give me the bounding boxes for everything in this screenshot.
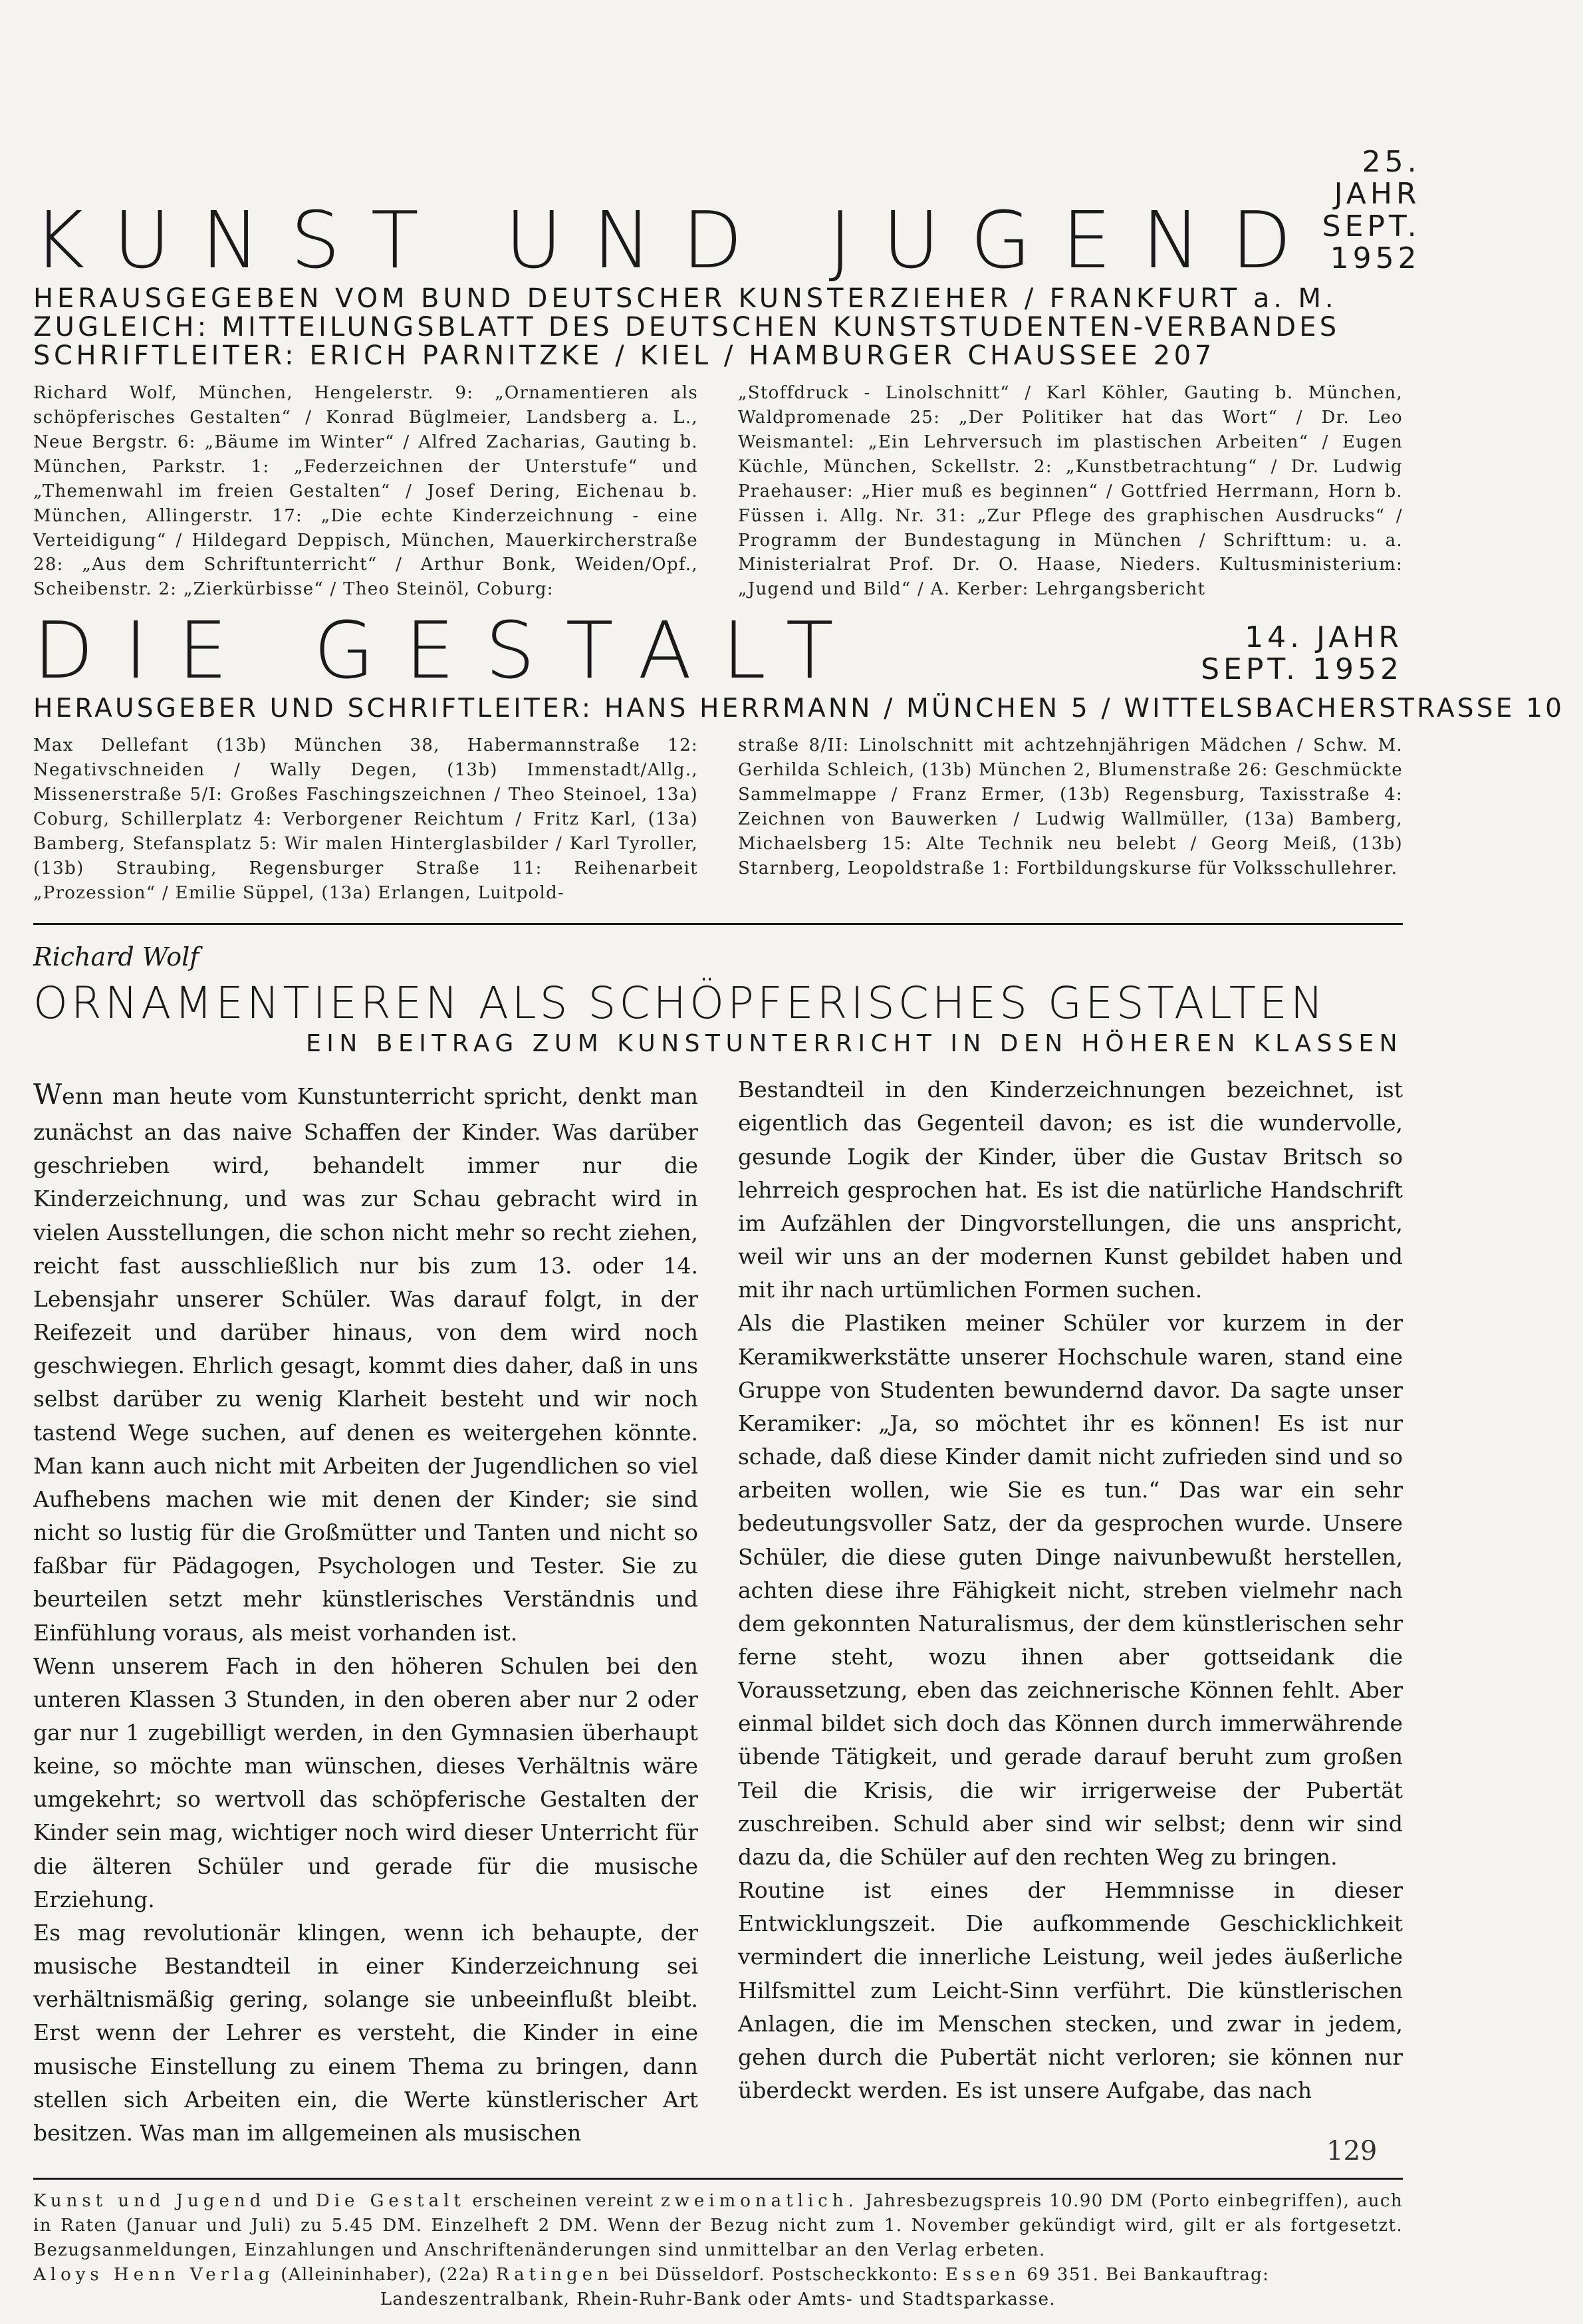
gestalt-year: 14. JAHR xyxy=(1245,620,1403,654)
gestalt-issue xyxy=(1201,622,1403,686)
gestalt-masthead xyxy=(33,604,1403,697)
paragraph: Es mag revolutionär klingen, wenn ich behaupte, der musische Bestandteil in einer Kinderzeichnung sei verhältnismäßig gering, solange sie unbeeinflußt bleibt. Erst wenn der Lehrer es versteht, die Kinder in eine musische Einstellung zu einem Thema zu bringen, dann stellen sich Arbeiten ein, die Werte künstlerischer Art besitzen. Was man im allgemeinen als musischen xyxy=(33,1919,698,2146)
kuj-publisher: HERAUSGEGEBEN VOM BUND DEUTSCHER KUNSTERZIEHER / FRANKFURT a. M. xyxy=(33,283,1338,314)
initial-letter: W xyxy=(33,1078,62,1111)
article-body xyxy=(33,1073,1403,2150)
paragraph: Wenn man heute vom Kunstunterricht spricht, denkt man zunächst an das naive Schaffen der Kinder. Was darüber geschrieben wird, behandelt immer nur die Kinderzeichnung, und was zur Schau gebracht wird in vielen Ausstellungen, die schon nicht mehr so recht ziehen, reicht fast ausschließlich nur bis zum 13. oder 14. Lebensjahr unserer Schüler. Was darauf folgt, in der Reifezeit und darüber hinaus, von dem wird noch geschwiegen. Ehrlich gesagt, kommt dies daher, daß in uns selbst darüber zu wenig Klarheit besteht und wir noch tastend Wege suchen, auf denen es weitergehen könnte. Man kann auch nicht mit Arbeiten der Jugendlichen so viel Aufhebens machen wie mit denen der Kinder; sie sind nicht so lustig für die Großmütter und Tanten und nicht so faßbar für Pädagogen, Psychologen und Tester. Sie zu beurteilen setzt mehr künstlerisches Verständnis und Einfühlung voraus, als meist vorhanden ist. xyxy=(33,1078,698,1646)
kuj-contents-right: „Stoffdruck - Linolschnitt“ / Karl Köhler, Gauting b. München, Waldpromenade 25: „Der Politiker hat das Wort“ / Dr. Leo Weismantel: „Ein Lehrversuch im plastischen Arbeiten“ / Eugen Küchle, München, Sckellstr. 2: „Kunstbetrachtung“ / Dr. Ludwig Praehauser: „Hier muß es beginnen“ / Gottfried Herrmann, Horn b. Füssen i. Allg. Nr. 31: „Zur Pflege des graphischen Ausdrucks“ / Programm der Bundestagung in München / Schrifttum: u. a. Ministerialrat Prof. Dr. O. Haase, Nieders. Kultusministerium: „Jugend und Bild“ / A. Kerber: Lehrgangsbericht xyxy=(738,383,1403,600)
kuj-masthead xyxy=(33,145,1421,286)
footer-rule xyxy=(33,2178,1403,2180)
gestalt-contents-left: Max Dellefant (13b) München 38, Habermannstraße 12: Negativschneiden / Wally Degen, (13b) Immenstadt/Allg., Missenerstraße 5/I: Großes Faschingszeichnen / Theo Steinoel, 13a) Coburg, Schillerplatz 4: Verborgener Reichtum / Fritz Karl, (13a) Bamberg, Stefansplatz 5: Wir malen Hinterglasbilder / Karl Tyroller, (13b) Straubing, Regensburger Straße 11: Reihenarbeit „Prozession“ / Emilie Süppel, (13a) Erlangen, Luitpold- xyxy=(33,735,698,903)
footer-publisher: Aloys Henn Verlag (Alleininhaber), (22a) Ratingen bei Düsseldorf. Postscheckkonto: Essen 69 351. Bei Bankauftrag: xyxy=(33,2264,1270,2285)
kuj-contents-left: Richard Wolf, München, Hengelerstr. 9: „Ornamentieren als schöpferisches Gestalten“ / Konrad Büglmeier, Landsberg a. L., Neue Bergstr. 6: „Bäume im Winter“ / Alfred Zacharias, Gauting b. München, Parkstr. 1: „Federzeichnen der Unterstufe“ und „Themenwahl im freien Gestalten“ / Josef Dering, Eichenau b. München, Allingerstr. 17: „Die echte Kinderzeichnung - eine Verteidigung“ / Hildegard Deppisch, München, Mauerkircherstraße 28: „Aus dem Schriftunterricht“ / Arthur Bonk, Weiden/Opf., Scheibenstr. 2: „Zierkürbisse“ / Theo Steinöl, Coburg: xyxy=(33,383,698,600)
kuj-year: 25. JAHR xyxy=(1334,145,1421,211)
kuj-editor: SCHRIFTLEITER: ERICH PARNITZKE / KIEL / HAMBURGER CHAUSSEE 207 xyxy=(33,340,1215,371)
article-column-left xyxy=(33,1073,698,2150)
kuj-title: KUNST UND JUGEND xyxy=(33,194,1322,286)
footer-banks: Landeszentralbank, Rhein-Ruhr-Bank oder Amts- und Stadtsparkasse. xyxy=(380,2289,1056,2309)
kuj-issue xyxy=(1322,146,1421,275)
paragraph: Bestandteil in den Kinderzeichnungen bezeichnet, ist eigentlich das Gegenteil davon; es ist die wundervolle, gesunde Logik der Kinder, über die Gustav Britsch so lehrreich gesprochen hat. Es ist die natürliche Handschrift im Aufzählen der Dingvorstellungen, die uns anspricht, weil wir uns an der modernen Kunst gebildet haben und mit ihr nach urtümlichen Formen suchen. xyxy=(738,1077,1403,1303)
publication-footer xyxy=(33,2189,1403,2312)
kuj-also: ZUGLEICH: MITTEILUNGSBLATT DES DEUTSCHEN KUNSTSTUDENTEN-VERBANDES xyxy=(33,311,1340,342)
article-author: Richard Wolf xyxy=(33,942,199,971)
paragraph: Routine ist eines der Hemmnisse in dieser Entwicklungszeit. Die aufkommende Geschicklichkeit vermindert die innerliche Leistung, weil jedes äußerliche Hilfsmittel zum Leicht-Sinn verführt. Die künstlerischen Anlagen, die im Menschen stecken, und zwar in jedem, gehen durch die Pubertät nicht verloren; sie können nur überdeckt werden. Es ist unsere Aufgabe, das nach xyxy=(738,1877,1403,2104)
gestalt-contents xyxy=(33,733,1403,905)
gestalt-title: DIE GESTALT xyxy=(33,604,864,697)
paragraph: Wenn unserem Fach in den höheren Schulen bei den unteren Klassen 3 Stunden, in den oberen aber nur 2 oder gar nur 1 zugebilligt werden, in den Gymnasien überhaupt keine, so möchte man wünschen, dieses Verhältnis wäre umgekehrt; so wertvoll das schöpferische Gestalten der Kinder sein mag, wichtiger noch wird dieser Unterricht für die älteren Schüler und gerade für die musische Erziehung. xyxy=(33,1652,698,1912)
paragraph: Als die Plastiken meiner Schüler vor kurzem in der Keramikwerkstätte unserer Hochschule waren, stand eine Gruppe von Studenten bewundernd davor. Da sagte unser Keramiker: „Ja, so möchtet ihr es können! Es ist nur schade, daß diese Kinder damit nicht zufrieden sind und so arbeiten wollen, wie Sie es tun.“ Das war ein sehr bedeutungsvoller Satz, der da gesprochen wurde. Unsere Schüler, die diese guten Dinge naivunbewußt herstellen, achten diese ihre Fähigkeit nicht, streben vielmehr nach dem gekonnten Naturalismus, der dem künstlerischen sehr ferne steht, wozu ihnen aber gottseidank die Voraussetzung, eben das zeichnerische Können fehlt. Aber einmal bildet sich doch das Können durch immerwährende übende Tätigkeit, und gerade darauf beruht zum großen Teil die Krisis, die wir irrigerweise der Pubertät zuschreiben. Schuld aber sind wir selbst; denn wir sind dazu da, die Schüler auf den rechten Weg zu bringen. xyxy=(738,1310,1403,1870)
gestalt-contents-right: straße 8/II: Linolschnitt mit achtzehnjährigen Mädchen / Schw. M. Gerhilda Schleich, (13b) München 2, Blumenstraße 26: Geschmückte Sammelmappe / Franz Ermer, (13b) Regensburg, Taxisstraße 4: Zeichnen von Bauwerken / Ludwig Wallmüller, (13a) Bamberg, Michaelsberg 15: Alte Technik neu belebt / Georg Meiß, (13b) Starnberg, Leopoldstraße 1: Fortbildungskurse für Volksschullehrer. xyxy=(738,735,1403,878)
header-rule xyxy=(33,923,1403,925)
page xyxy=(33,145,1565,2312)
footer-subscription: Kunst und Jugend und Die Gestalt erscheinen vereint zweimonatlich. Jahresbezugspreis 10.90 DM (Porto einbegriffen), auch in Raten (Januar und Juli) zu 5.45 DM. Einzelheft 2 DM. Wenn der Bezug nicht zum 1. November gekündigt wird, gilt er als fortgesetzt. Bezugsanmeldungen, Einzahlungen und Anschriftenänderungen sind unmittelbar an den Verlag erbeten. xyxy=(33,2191,1403,2260)
gestalt-date: SEPT. 1952 xyxy=(1201,652,1403,686)
article-title: ORNAMENTIEREN ALS SCHÖPFERISCHES GESTALTEN xyxy=(33,977,1327,1029)
article-column-right xyxy=(738,1073,1403,2150)
page-number: 129 xyxy=(1326,2136,1378,2166)
kuj-contents xyxy=(33,381,1403,602)
kuj-date: SEPT. 1952 xyxy=(1322,209,1421,276)
article-subtitle: EIN BEITRAG ZUM KUNSTUNTERRICHT IN DEN HÖHEREN KLASSEN xyxy=(306,1030,1403,1058)
gestalt-editor: HERAUSGEBER UND SCHRIFTLEITER: HANS HERRMANN / MÜNCHEN 5 / WITTELSBACHERSTRASSE 10 xyxy=(33,694,1565,724)
